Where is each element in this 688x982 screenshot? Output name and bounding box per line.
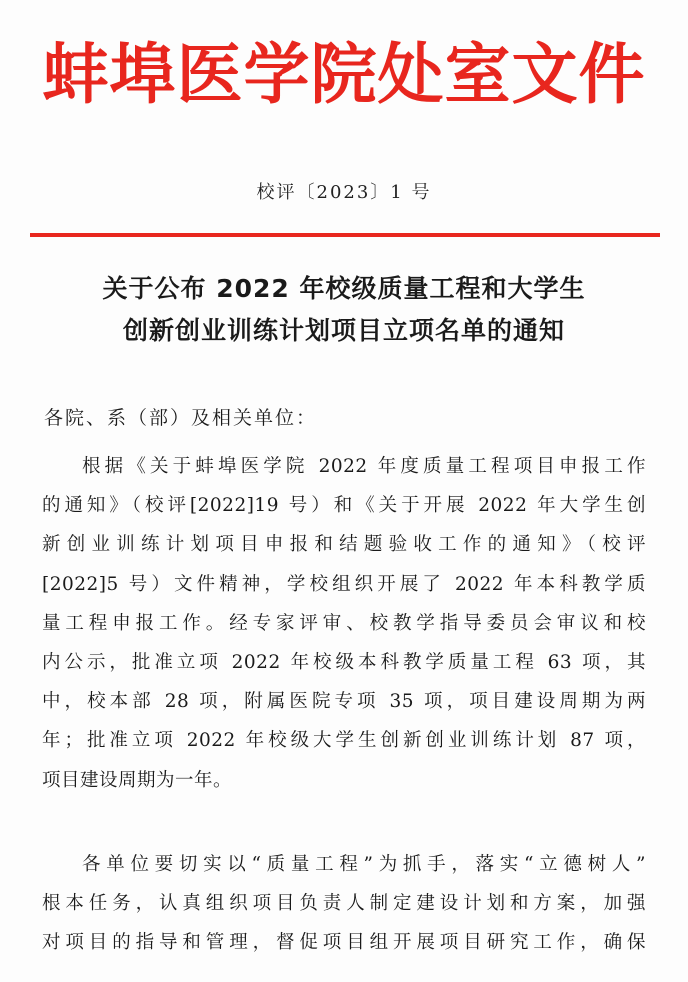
- paragraph-line: 项目建设周期为一年。: [42, 769, 233, 791]
- paragraph-line: 的通知》（校评[2022]19 号）和《关于开展 2022 年大学生创: [42, 495, 646, 517]
- paragraph-line: 根据《关于蚌埠医学院 2022 年度质量工程项目申报工作: [82, 456, 646, 477]
- paragraph-line: 量工程申报工作。经专家评审、校教学指导委员会审议和校: [42, 612, 646, 634]
- paragraph-line: 根本任务，认真组织项目负责人制定建设计划和方案，加强: [42, 893, 646, 915]
- notice-title-line: 关于公布 2022 年校级质量工程和大学生: [102, 274, 586, 303]
- paragraph-line: 内公示，批准立项 2022 年校级本科教学质量工程 63 项，其: [42, 651, 646, 673]
- notice-title: [30, 268, 658, 352]
- paragraph-line: 对项目的指导和管理，督促项目组开展项目研究工作，确保: [42, 932, 646, 954]
- paragraph-line: [2022]5 号）文件精神，学校组织开展了 2022 年本科教学质: [42, 573, 646, 595]
- salutation: 各院、系（部）及相关单位：: [44, 407, 318, 429]
- red-divider-line: [30, 233, 660, 237]
- body-paragraph: [42, 845, 646, 963]
- paragraph-line: 年；批准立项 2022 年校级大学生创新创业训练计划 87 项，: [42, 730, 646, 752]
- paragraph-line: 新创业训练计划项目申报和结题验收工作的通知》（校评: [42, 534, 646, 556]
- masthead-title: 蚌埠医学院处室文件: [42, 35, 646, 113]
- body-paragraph: [42, 447, 646, 800]
- notice-title-line: 创新创业训练计划项目立项名单的通知: [122, 316, 565, 345]
- paragraph-line: 各单位要切实以“质量工程”为抓手，落实“立德树人”: [82, 854, 646, 875]
- document-number: 校评〔2023〕1 号: [256, 182, 432, 203]
- paragraph-line: 中，校本部 28 项，附属医院专项 35 项，项目建设周期为两: [42, 691, 646, 713]
